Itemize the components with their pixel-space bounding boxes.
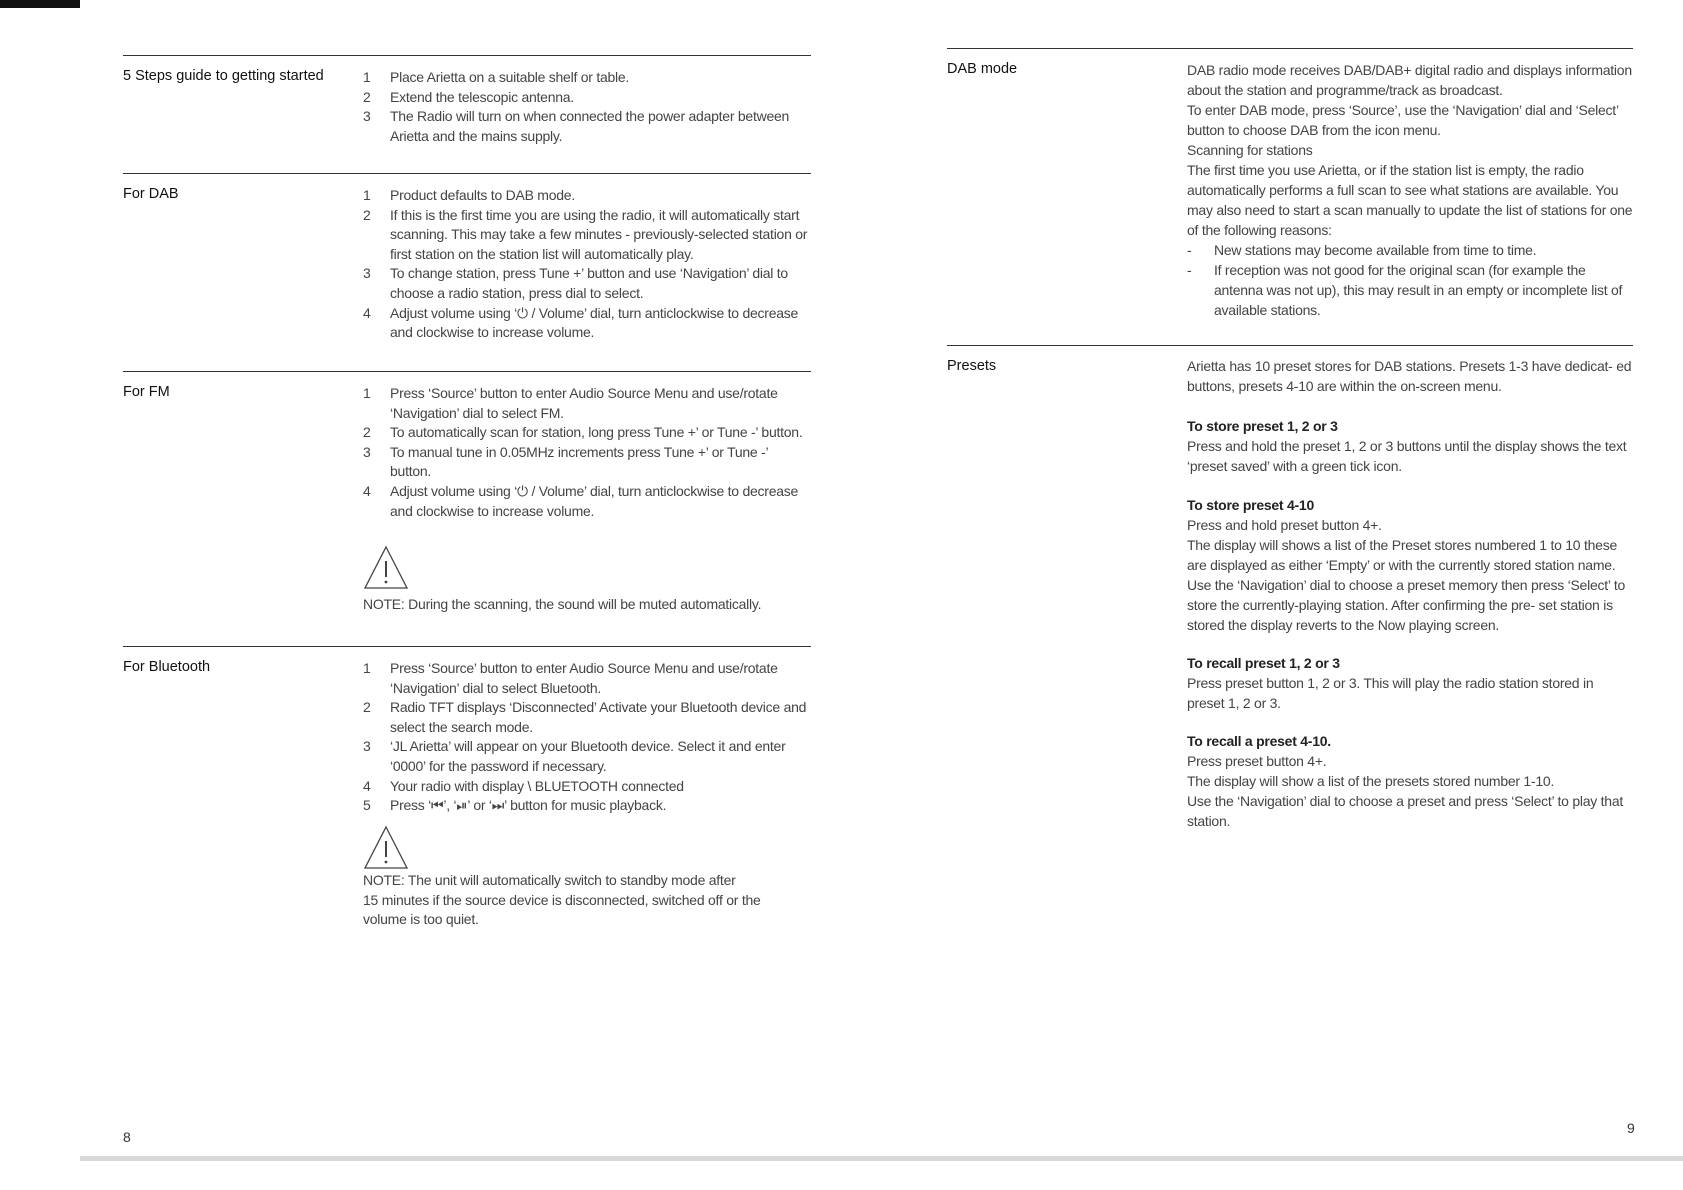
step-item: 2 If this is the first time you are using the radio, it will automatically start scanning. This may take a few minutes - previously-selected station or first station on the station list will automatically play. bbox=[363, 206, 808, 262]
recall-410-heading: To recall a preset 4-10. bbox=[1187, 733, 1331, 749]
store-410-heading: To store preset 4-10 bbox=[1187, 497, 1315, 513]
section-dab-mode bbox=[947, 48, 1633, 339]
step-item: 3 To manual tune in 0.05MHz increments press Tune +’ or Tune -’ button. bbox=[363, 443, 768, 480]
section-getting-started bbox=[123, 55, 811, 164]
section-title: For Bluetooth bbox=[123, 659, 211, 675]
step-item: 1 Place Arietta on a suitable shelf or table. bbox=[363, 69, 630, 85]
page-number-right: 9 bbox=[1627, 1120, 1635, 1136]
section-title: 5 Steps guide to getting started bbox=[123, 68, 324, 84]
section-for-dab bbox=[123, 173, 811, 364]
scan-text: The first time you use Arietta, or if the station list is empty, the radio automatically performs a full scan to see what stations are available. You may also need to start a scan manually to update the list of stations for one of the following reasons: bbox=[1187, 162, 1633, 238]
dab-intro: DAB radio mode receives DAB/DAB+ digital radio and displays information about the station and programme/track as broadcast. bbox=[1187, 62, 1632, 98]
steps-list bbox=[363, 68, 811, 146]
right-page bbox=[947, 0, 1633, 1190]
store-preset-410: To store preset 4-10 Press and hold preset button 4+. The display will shows a list of the Preset stores numbered 1 to 10 these are displayed as either ‘Empty’ or with the currently stored station name. Use the ‘Navigation’ dial to choose a preset memory then press ‘Select’ to store the currently-playing station. After confirming the pre- set station is stored the display reverts to the Now playing screen. bbox=[1187, 495, 1633, 635]
step-item: 3 The Radio will turn on when connected the power adapter between Arietta and the mains supply. bbox=[363, 108, 790, 144]
steps-list bbox=[363, 659, 811, 816]
recall-123-heading: To recall preset 1, 2 or 3 bbox=[1187, 655, 1340, 671]
section-for-fm bbox=[123, 371, 811, 642]
step-item: 4 Your radio with display \ BLUETOOTH connected bbox=[363, 777, 684, 794]
section-title: For FM bbox=[123, 384, 170, 400]
dab-mode-body bbox=[1187, 60, 1633, 320]
step-item: 2 Radio TFT displays ‘Disconnected’ Activate your Bluetooth device and select the search mode. bbox=[363, 699, 807, 735]
step-item: 3 To change station, press Tune +’ button and use ‘Navigation’ dial to choose a radio station, press dial to select. bbox=[363, 265, 788, 301]
fm-note: NOTE: During the scanning, the sound will be muted automatically. bbox=[363, 596, 762, 612]
section-title: DAB mode bbox=[947, 61, 1018, 77]
scan-heading: Scanning for stations bbox=[1187, 142, 1313, 158]
store-preset-123: To store preset 1, 2 or 3 Press and hold the preset 1, 2 or 3 buttons until the display shows the text ‘preset saved’ with a green tick icon. bbox=[1187, 416, 1633, 476]
bluetooth-note: NOTE: The unit will automatically switch to standby mode after 15 minutes if the source device is disconnected, switched off or the volume is too quiet. bbox=[363, 872, 761, 928]
step-item: 4 Adjust volume using ‘⏻ / Volume’ dial, turn anticlockwise to decrease and clockwise to increase volume. bbox=[363, 482, 799, 519]
step-item: 4 Adjust volume using ‘⏻ / Volume’ dial, turn anticlockwise to decrease and clockwise to increase volume. bbox=[363, 304, 799, 341]
dab-enter: To enter DAB mode, press ‘Source’, use the ‘Navigation’ dial and ‘Select’ button to choose DAB from the icon menu. bbox=[1187, 102, 1619, 138]
step-item: 2 To automatically scan for station, long press Tune +’ or Tune -’ button. bbox=[363, 424, 803, 441]
scan-corner-mark bbox=[0, 0, 80, 8]
step-item: 2 Extend the telescopic antenna. bbox=[363, 88, 574, 105]
page-number-left: 8 bbox=[123, 1129, 131, 1145]
step-item: 1 Product defaults to DAB mode. bbox=[363, 187, 575, 203]
step-item: 1 Press ‘Source’ button to enter Audio Source Menu and use/rotate ‘Navigation’ dial to select FM. bbox=[363, 385, 778, 421]
section-presets bbox=[947, 345, 1633, 846]
section-for-bluetooth bbox=[123, 646, 811, 947]
reason-item: - New stations may become available from time to time. bbox=[1187, 242, 1537, 258]
recall-preset-123: To recall preset 1, 2 or 3 Press preset button 1, 2 or 3. This will play the radio station stored in preset 1, 2 or 3. bbox=[1187, 653, 1633, 713]
recall-preset-410: To recall a preset 4-10. Press preset button 4+. The display will show a list of the presets stored number 1-10. Use the ‘Navigation’ dial to choose a preset and press ‘Select’ to play that station. bbox=[1187, 731, 1633, 831]
step-item: 1 Press ‘Source’ button to enter Audio Source Menu and use/rotate ‘Navigation’ dial to select Bluetooth. bbox=[363, 660, 778, 696]
steps-list bbox=[363, 186, 811, 343]
section-title: For DAB bbox=[123, 186, 179, 202]
step-item: 5 Press ‘⏮’, ‘⏯’ or ‘⏭’ button for music playback. bbox=[363, 797, 667, 814]
step-item: 3 ‘JL Arietta’ will appear on your Bluetooth device. Select it and enter ‘0000’ for the password if necessary. bbox=[363, 738, 786, 774]
reason-item: - If reception was not good for the original scan (for example the antenna was not up), this may result in an empty or incomplete list of available stations. bbox=[1187, 262, 1623, 318]
section-title: Presets bbox=[947, 358, 997, 374]
left-page bbox=[123, 0, 811, 1190]
warning-icon bbox=[363, 544, 409, 590]
store-123-heading: To store preset 1, 2 or 3 bbox=[1187, 418, 1338, 434]
warning-icon bbox=[363, 824, 409, 870]
steps-list bbox=[363, 384, 811, 521]
presets-intro: Arietta has 10 preset stores for DAB stations. Presets 1-3 have dedicat- ed buttons, presets 4-10 are within the on-screen menu. bbox=[1187, 358, 1632, 394]
